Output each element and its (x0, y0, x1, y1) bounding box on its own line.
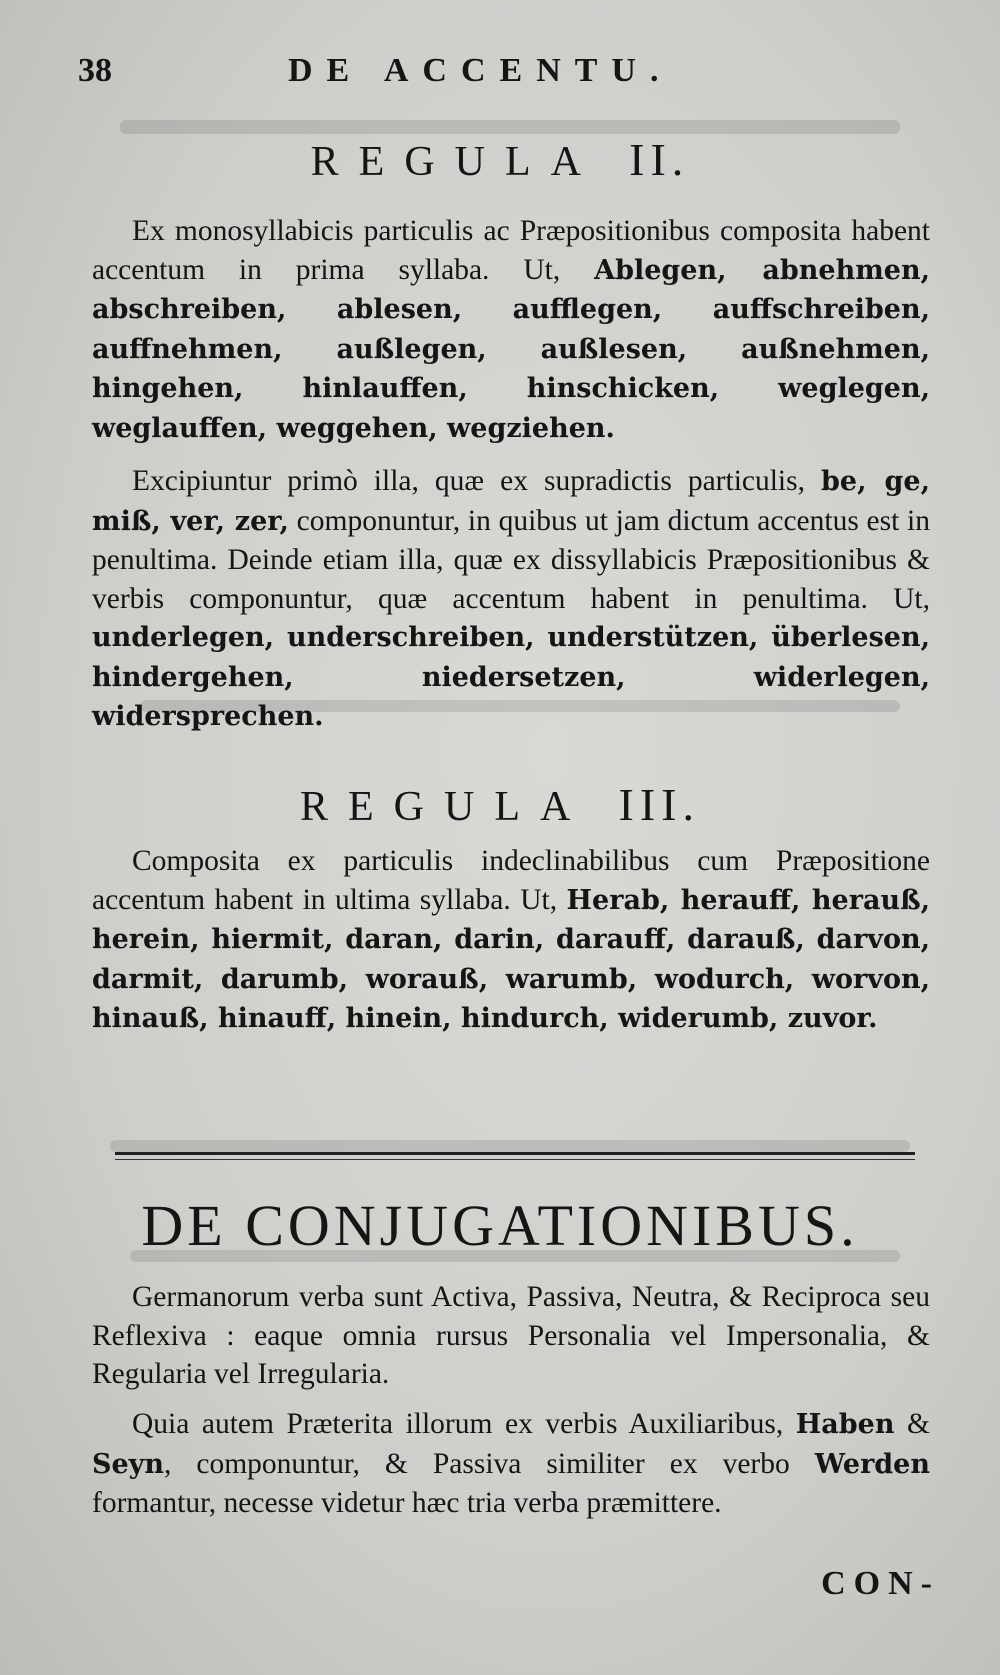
conjugation-p2-latin-3: , componuntur, & Passiva similiter ex verbo (164, 1447, 815, 1480)
conjugation-p2-latin-2: & (894, 1408, 930, 1440)
rule-2-p2-latin-1: Excipiuntur primò illa, quæ ex supradictis particulis, (132, 465, 822, 497)
rule-3-numeral: III. (618, 779, 700, 830)
rule-2-p1-latin: Ex monosyllabicis particulis ac Præpositionibus composita habent accentum in prima syllaba. Ut, (92, 215, 930, 286)
section-title: DE CONJUGATIONIBUS. (141, 1193, 859, 1258)
section-divider-rule (115, 1152, 915, 1155)
conjugation-p1-text: Germanorum verba sunt Activa, Passiva, Neutra, & Reciproca seu Reflexiva : eaque omnia rursus Personalia vel Impersonalia, & Regularia vel Irregularia. (92, 1281, 930, 1390)
page-header (78, 52, 928, 102)
conjugation-p2-german-haben: Haben (795, 1409, 895, 1440)
rule-2-p2-latin-2: componuntur, in quibus ut jam dictum accentus est in penultima. Deinde etiam illa, quæ ex dissyllabicis Præpositionibus & verbis componuntur, quæ accentum habent in penultima. Ut, (92, 504, 930, 615)
rule-3-paragraph (92, 842, 930, 1039)
rule-2-p2-german-1: be, ge, miß, ver, zer, (92, 466, 930, 537)
rule-2-heading (0, 133, 1000, 186)
rule-2-paragraph-1 (92, 212, 930, 448)
conjugation-p2-german-seyn: Seyn (92, 1448, 164, 1480)
rule-2-paragraph-2 (92, 462, 930, 737)
rule-2-numeral: II. (629, 134, 690, 185)
page-number: 38 (78, 52, 112, 89)
rule-2-title: REGULA (310, 139, 599, 185)
conjugation-paragraph-1 (92, 1278, 930, 1394)
rule-2-p1-german-examples: Ablegen, abnehmen, abschreiben, ablesen, aufflegen, auffschreiben, auffnehmen, außlegen, außlesen, außnehmen, hingehen, hinlauffen, hinschicken, weglegen, weglauffen, weggehen, wegziehen. (92, 254, 930, 444)
conjugation-p2-latin-4: formantur, necesse videtur hæc tria verba præmittere. (92, 1487, 722, 1519)
rule-3-heading (0, 778, 1000, 831)
rule-3-latin: Composita ex particulis indeclinabilibus cum Præpositione accentum habent in ultima syllaba. Ut, (92, 845, 930, 916)
conjugation-p2-latin-1: Quia autem Præterita illorum ex verbis Auxiliaribus, (132, 1408, 796, 1440)
running-head: DE ACCENTU. (288, 52, 673, 89)
rule-3-german-examples: Herab, herauff, herauß, herein, hiermit, daran, darin, darauff, darauß, darvon, darmit, darumb, worauß, warumb, wodurch, worvon, hinauß, hinauff, hinein, hindurch, widerumb, zuvor. (92, 884, 930, 1034)
conjugation-p2-german-werden: Werden (814, 1448, 930, 1480)
catchword: CON- (821, 1565, 940, 1602)
rule-3-title: REGULA (300, 784, 589, 830)
section-divider-rule-thin (115, 1159, 915, 1160)
conjugation-paragraph-2 (92, 1405, 930, 1523)
rule-2-p2-german-2: underlegen, underschreiben, understützen, überlesen, hindergehen, niedersetzen, widerlegen, widersprechen. (92, 622, 930, 732)
